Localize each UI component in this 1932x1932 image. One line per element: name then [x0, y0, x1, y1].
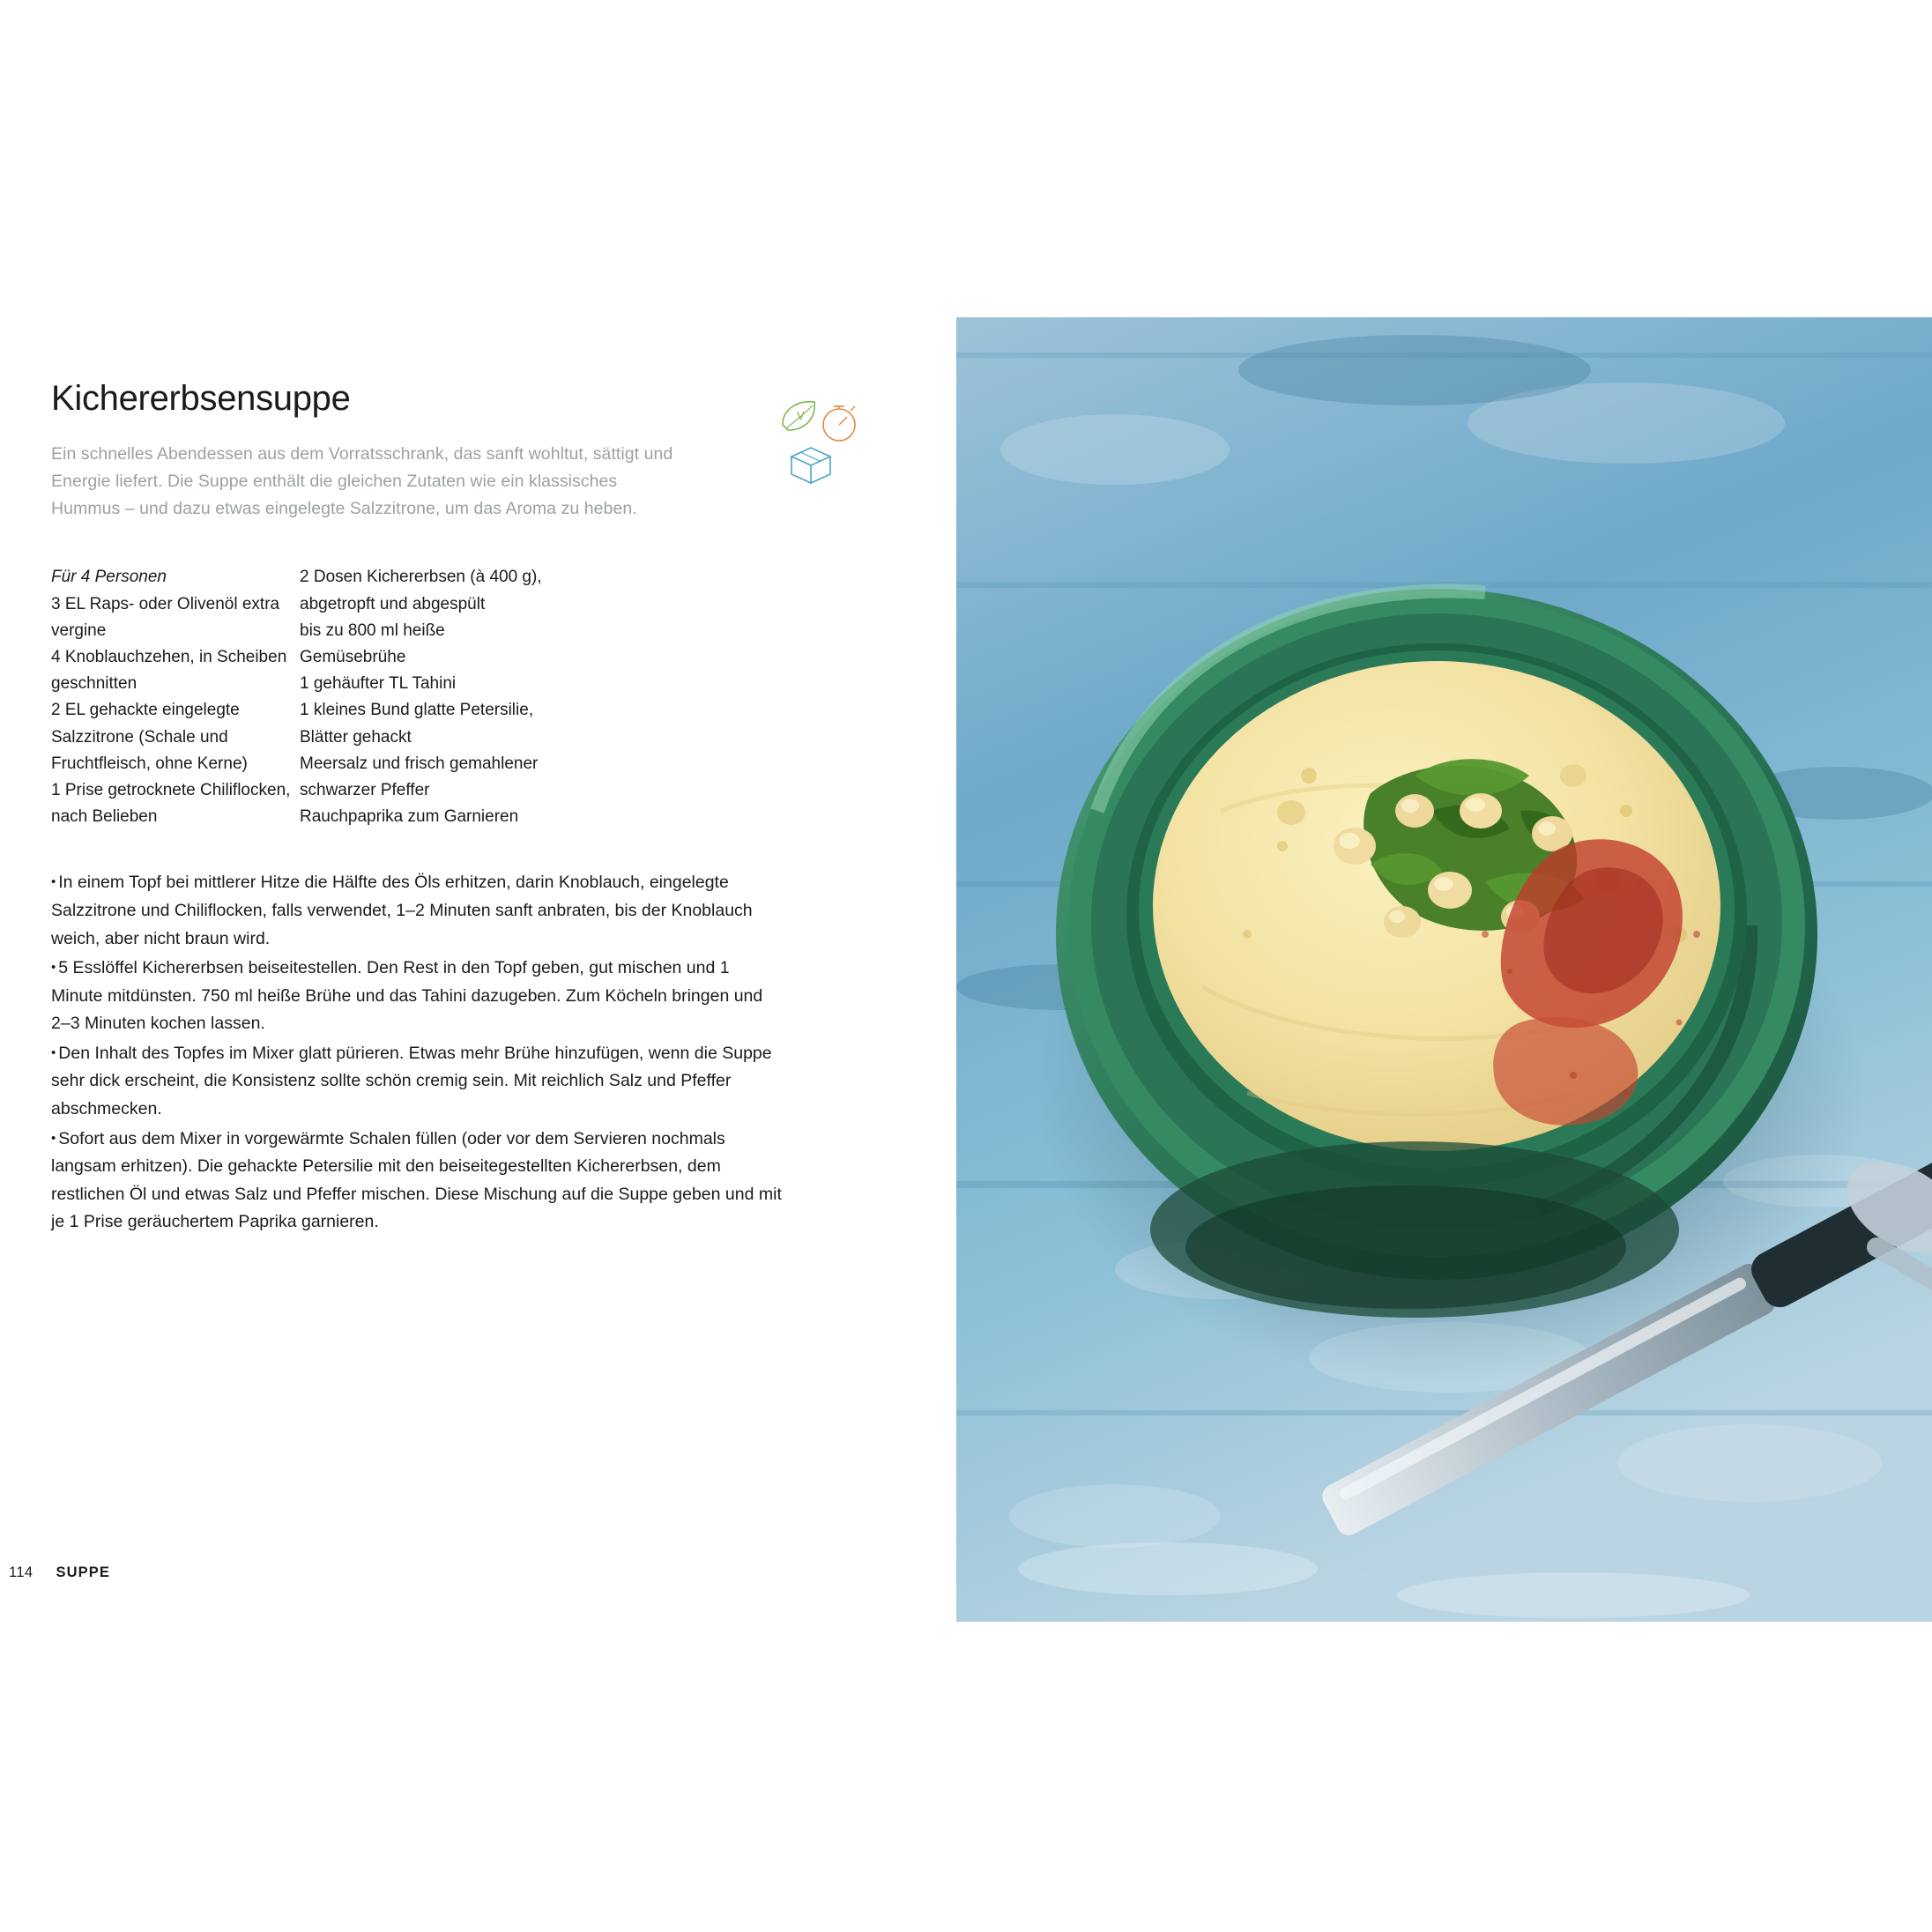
recipe-badges: [776, 395, 873, 492]
page-number: 114: [9, 1564, 33, 1580]
ingredient-line: 4 Knoblauchzehen, in Scheiben: [51, 648, 287, 666]
ingredient-line: 3 EL Raps- oder Olivenöl extra: [51, 594, 280, 613]
ingredient-line: Blätter gehackt: [300, 727, 412, 747]
method-step: [51, 1126, 783, 1237]
ingredient-line: 1 gehäufter TL Tahini: [300, 674, 457, 694]
step-bullet: •: [51, 1044, 56, 1060]
ingredient-line: schwarzer Pfeffer: [300, 781, 430, 800]
method-step: [51, 955, 783, 1038]
method-steps: [51, 869, 783, 1237]
ingredient-line: Meersalz und frisch gemahlener: [300, 754, 539, 773]
ingredient-line: 1 kleines Bund glatte Petersilie,: [300, 701, 534, 720]
recipe-text-column: [51, 379, 791, 1238]
ingredient-line: nach Belieben: [51, 807, 158, 827]
ingredient-line: 2 Dosen Kichererbsen (à 400 g),: [300, 568, 542, 587]
vegan-leaf-label: V: [797, 409, 805, 422]
ingredient-line: geschnitten: [51, 674, 137, 694]
ingredient-line: Rauchpaprika zum Garnieren: [300, 807, 519, 827]
step-bullet: •: [51, 960, 56, 976]
step-bullet: •: [51, 874, 56, 890]
ingredient-line: Gemüsebrühe: [300, 648, 406, 666]
ingredients-column-right: [300, 564, 652, 830]
step-text: 5 Esslöffel Kichererbsen beiseitestellen. Den Rest in den Topf geben, gut mischen und 1 Minute mitdünsten. 750 ml heiße Brühe und das Tahini dazugeben. Zum Köcheln bringen und 2–3 Minuten kochen lassen.: [51, 958, 763, 1034]
method-step: [51, 1040, 783, 1124]
step-text: Den Inhalt des Topfes im Mixer glatt pürieren. Etwas mehr Brühe hinzufügen, wenn die Suppe sehr dick erscheint, die Konsistenz sollte schön cremig sein. Mit reichlich Salz und Pfeffer abschmecken.: [51, 1043, 772, 1119]
ingredient-line: 1 Prise getrocknete Chiliflocken,: [51, 781, 291, 800]
ingredient-line: vergine: [51, 620, 107, 640]
ingredient-line: Fruchtfleisch, ohne Kerne): [51, 754, 248, 773]
timer-icon: [823, 405, 855, 441]
ingredient-line: bis zu 800 ml heiße: [300, 620, 445, 640]
storecupboard-box-icon: [791, 448, 830, 483]
ingredients-list: [51, 564, 791, 830]
ingredient-line: Salzzitrone (Schale und: [51, 727, 228, 747]
recipe-intro: Ein schnelles Abendessen aus dem Vorratsschrank, das sanft wohltut, sättigt und Energie liefert. Die Suppe enthält die gleichen Zutaten wie ein klassisches Hummus – und dazu etwas eingelegte Salzzitrone, um das Aroma zu heben.: [51, 444, 673, 518]
ingredient-line: abgetropft und abgespült: [300, 594, 486, 613]
section-label: SUPPE: [56, 1564, 110, 1580]
recipe-photo: [956, 317, 1932, 1622]
page-title: Kichererbsensuppe: [51, 379, 351, 418]
step-bullet: •: [51, 1130, 56, 1146]
page-footer: [9, 1564, 110, 1581]
serves-label: Für 4 Personen: [51, 568, 167, 587]
ingredients-column-left: [51, 564, 300, 830]
step-text: Sofort aus dem Mixer in vorgewärmte Schalen füllen (oder vor dem Servieren nochmals langsam erhitzen). Die gehackte Petersilie mit den beiseitegestellten Kichererbsen, dem restlichen Öl und etwas Salz und Pfeffer mischen. Diese Mischung auf die Suppe geben und mit je 1 Prise geräuchertem Paprika garnieren.: [51, 1128, 782, 1232]
step-text: In einem Topf bei mittlerer Hitze die Hälfte des Öls erhitzen, darin Knoblauch, eingelegte Salzzitrone und Chiliflocken, falls verwendet, 1–2 Minuten sanft anbraten, bis der Knoblauch weich, aber nicht braun wird.: [51, 873, 753, 948]
method-step: [51, 869, 783, 953]
ingredient-line: 2 EL gehackte eingelegte: [51, 701, 240, 720]
